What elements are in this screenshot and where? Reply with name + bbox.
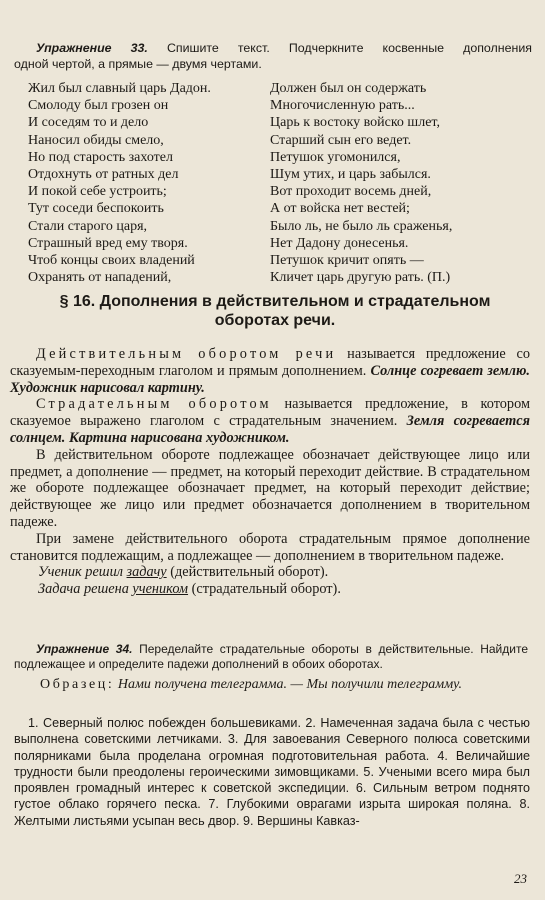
example-object: картину. — [147, 379, 205, 396]
poem-line: Должен был он содержать — [270, 81, 427, 96]
example-object: задачу — [126, 564, 167, 581]
poem-line: Было ль, не было ль сраженья, — [270, 218, 453, 234]
section-title-line2: оборотах речи. — [214, 312, 336, 329]
example-sentence — [10, 380, 205, 396]
example-subject: Картина — [68, 429, 127, 446]
term-active-voice: Действительным оборотом речи — [36, 346, 337, 362]
term-passive-voice: Страдательным оборотом — [36, 396, 272, 413]
poem-line: Многочисленную рать... — [270, 98, 415, 114]
example-predicate: нарисована — [130, 429, 203, 446]
paragraph-rule: При замене действительного оборота страдательным прямое дополнение становится подлежащим, а подлежащее — дополнением в творительном падеже. — [10, 530, 530, 564]
example-subject: Ученик — [38, 564, 82, 581]
poem-line: Старший сын его ведет. — [270, 132, 412, 148]
poem-line: Петушок угомонился, — [270, 149, 401, 165]
poem-line: Чтоб концы своих владений — [28, 253, 195, 269]
example-predicate: решена — [83, 581, 129, 598]
poem-line: Наносил обиды смело, — [28, 132, 164, 148]
section-title — [40, 292, 510, 330]
poem-line: Стали старого царя, — [28, 218, 148, 234]
sample-text: Нами получена телеграмма. — Мы получили телеграмму. — [117, 677, 462, 692]
definition-text: называется предложение, в котором сказуемое выражено глаголом с страдательным значением. — [10, 396, 530, 430]
example-object: художником. — [205, 429, 290, 446]
example-passive — [10, 581, 530, 598]
example-subject: Художник — [10, 379, 77, 396]
section-title-line1: § 16. Дополнения в действительном и страдательном — [59, 293, 491, 310]
poem-right-column — [270, 80, 452, 286]
exercise-33-text-line1: Спишите текст. Подчеркните косвенные дополнения — [166, 41, 532, 55]
exercise-33-instruction — [14, 40, 532, 72]
poem-line: Тут соседи беспокоить — [28, 201, 164, 217]
page-number: 23 — [514, 871, 527, 886]
example-active — [10, 564, 530, 581]
exercise-34-sentences — [14, 715, 530, 829]
poem-line: Охранять от нападений, — [28, 270, 172, 286]
paragraph-active-voice — [10, 346, 530, 396]
definition-text: называется предложение со сказуемым-переходным глаголом и прямым дополнением. — [10, 346, 530, 379]
example-note: (страдательный оборот). — [191, 581, 341, 598]
example-object: землю. — [487, 362, 531, 379]
example-predicate: согревает — [420, 362, 484, 379]
sentences-text: 1. Северный полюс побежден большевиками. 2. Намеченная задача была с честью выполнена советскими летчиками. 3. Для завоевания Северного полюса советскими полярниками была проделана огромная подготовительная работа. 4. Величайшие трудности были преодолены героическими зимовщиками. 5. Учеными всего мира был проявлен громадный интерес к советской экспедиции. 6. Сильным ветром поднято густое облако горячего песка. 7. Глубокими оврагами изрыта широкая поляна. 8. Желтыми листьями усыпан весь двор. 9. Вершины Кавказ- — [14, 716, 530, 828]
example-predicate: решил — [85, 564, 123, 581]
poem-line: Смолоду был грозен он — [28, 98, 169, 114]
poem-line: И соседям то и дело — [28, 115, 149, 131]
example-predicate: нарисовал — [80, 379, 145, 396]
poem-line: Жил был славный царь Дадон. — [28, 81, 211, 96]
poem-line: Царь к востоку войско шлет, — [270, 115, 440, 131]
example-subject: Солнце — [370, 362, 417, 379]
exercise-34-instruction — [14, 642, 528, 672]
poem-line: Кличет царь другую рать. (П.) — [270, 270, 451, 286]
section-body — [10, 346, 530, 598]
poem-line: Страшный вред ему творя. — [28, 235, 188, 251]
example-object: учеником — [132, 581, 189, 598]
exercise-34-label: Упражнение 34. — [36, 642, 133, 656]
paragraph-passive-voice — [10, 396, 530, 446]
exercise-33-text-line2: одной чертой, а прямые — двумя чертами. — [14, 57, 262, 71]
example-object: солнцем. — [10, 429, 66, 446]
example-subject: Земля — [406, 413, 445, 430]
sample-line — [14, 676, 528, 693]
example-sentence — [69, 430, 290, 446]
exercise-33-label: Упражнение 33. — [36, 41, 148, 55]
exercise-34-text: Переделайте страдательные обороты в действительные. Найдите подлежащее и определите падежи дополнений в обоих оборотах. — [14, 642, 528, 671]
example-subject: Задача — [38, 581, 81, 598]
example-predicate: согревается — [453, 413, 531, 430]
example-note: (действительный оборот). — [170, 564, 329, 581]
poem-line: А от войска нет вестей; — [270, 201, 410, 217]
example-sentence — [370, 363, 530, 379]
poem-line: Нет Дадону донесенья. — [270, 235, 409, 251]
poem-line: Петушок кричит опять — — [270, 253, 424, 269]
sample-label: Образец: — [40, 677, 115, 692]
poem-line: Шум утих, и царь забылся. — [270, 167, 431, 183]
paragraph-explanation: В действительном обороте подлежащее обозначает действующее лицо или предмет, а дополнение — предмет, на который переходит действие. В страдательном же обороте подлежащее обозначает предмет, на который переходит действие; действующее же лицо или предмет обозначается дополнением в творительном падеже. — [10, 446, 530, 530]
poem-line: Отдохнуть от ратных дел — [28, 167, 179, 183]
poem-line: И покой себе устроить; — [28, 184, 167, 200]
poem-line: Но под старость захотел — [28, 149, 173, 165]
poem-left-column — [28, 80, 211, 286]
poem-line: Вот проходит восемь дней, — [270, 184, 432, 200]
